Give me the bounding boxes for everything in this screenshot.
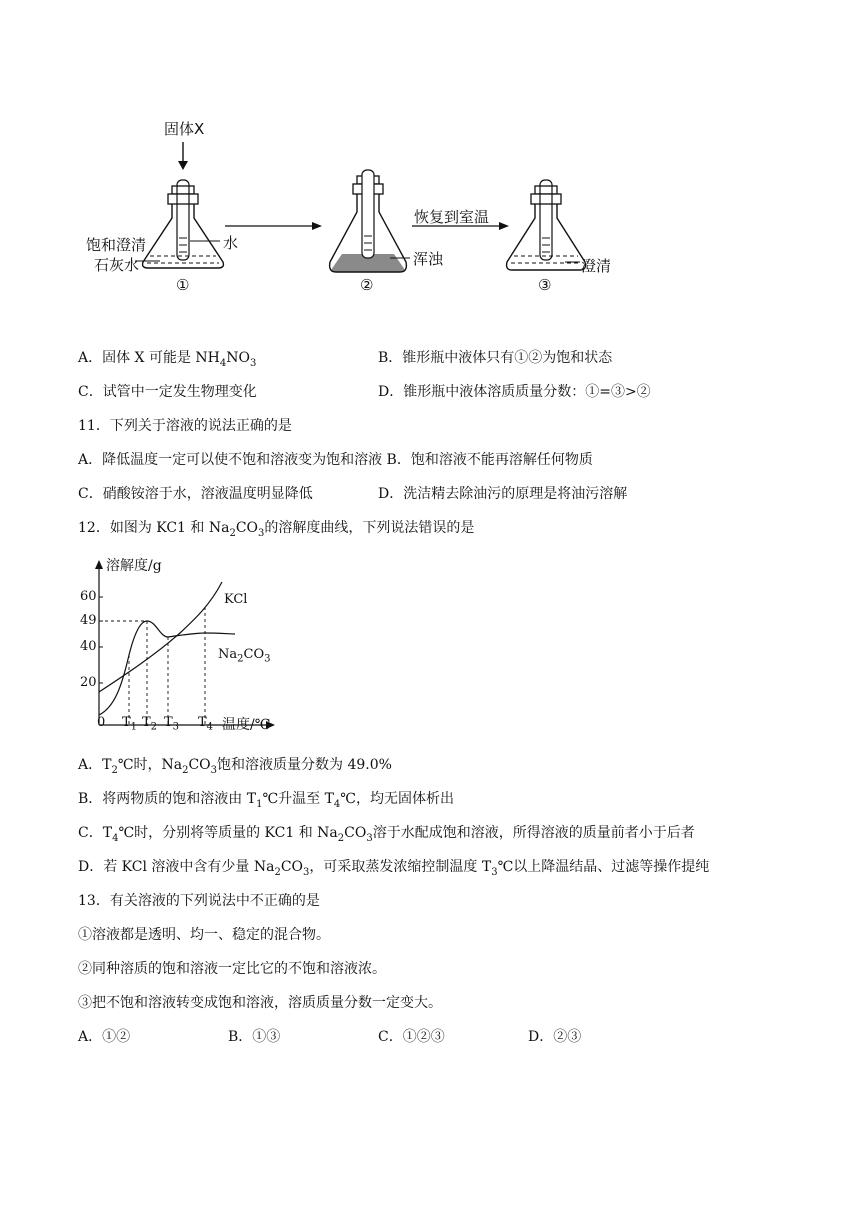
q13-statement-3: ③把不饱和溶液转变成饱和溶液，溶质质量分数一定变大。 <box>78 995 442 1011</box>
saturated-label-1: 饱和澄清 <box>86 236 147 254</box>
clear-label: 澄清 <box>581 257 612 275</box>
q12-option-d: D．若 KCl 溶液中含有少量 $Na_2CO_3$，可采取蒸发浓缩控制温度 $T_3℃$以上降温结晶、过滤等操作提纯 <box>78 859 710 878</box>
na2co3-curve <box>99 621 235 715</box>
q13-option-d: D．②③ <box>528 1029 582 1045</box>
x-tick-t2: $T_2$ <box>142 715 158 733</box>
q10-option-c: C．试管中一定发生物理变化 <box>78 384 257 400</box>
q10-option-d: D．锥形瓶中液体溶质质量分数：①=③>② <box>378 384 651 400</box>
flask-1 <box>135 180 223 268</box>
q12-option-c: C．$T_4℃$时，分别将等质量的 KC1 和 $Na_2CO_3$溶于水配成饱和溶液，所得溶液的质量前者小于后者 <box>78 825 695 844</box>
solid-x-label: 固体X <box>164 120 205 138</box>
y-tick-40: 40 <box>80 639 97 654</box>
turbid-label: 浑浊 <box>413 250 444 268</box>
q10-option-b: B．锥形瓶中液体只有①②为饱和状态 <box>378 350 613 366</box>
flask-3-number: ③ <box>538 276 552 294</box>
q13-statement-2: ②同种溶质的饱和溶液一定比它的不饱和溶液浓。 <box>78 961 386 977</box>
x-axis-label: 温度/℃ <box>222 717 271 733</box>
q12-stem: 12．如图为 KC1 和 $Na_2CO_3$的溶解度曲线，下列说法错误的是 <box>78 520 475 539</box>
x-tick-t3: $T_3$ <box>164 715 180 733</box>
x-tick-t4: $T_4$ <box>198 715 214 733</box>
q11-option-d: D．洗洁精去除油污的原理是将油污溶解 <box>378 486 628 502</box>
q12-option-a: A．$T_2℃$时，$Na_2CO_3$饱和溶液质量分数为 49.0% <box>78 757 392 776</box>
water-label: 水 <box>223 234 239 252</box>
flask-1-number: ① <box>176 276 190 294</box>
q11-stem: 11．下列关于溶液的说法正确的是 <box>78 418 292 434</box>
y-axis-label: 溶解度/g <box>106 558 162 574</box>
q13-stem: 13．有关溶液的下列说法中不正确的是 <box>78 893 320 909</box>
y-tick-49: 49 <box>80 613 97 628</box>
q13-option-b: B．①③ <box>228 1029 281 1045</box>
q12-option-b: B．将两物质的饱和溶液由 $T_1℃$升温至 $T_4℃$，均无固体析出 <box>78 791 454 810</box>
flask-3 <box>507 180 586 270</box>
q13-option-c: C．①②③ <box>378 1029 445 1045</box>
y-tick-60: 60 <box>80 589 97 604</box>
room-temp-label: 恢复到室温 <box>414 208 490 226</box>
flask-2 <box>330 170 410 272</box>
saturated-label-2: 石灰水 <box>94 256 140 274</box>
y-axis-arrow <box>95 560 103 569</box>
flask-2-number: ② <box>360 276 374 294</box>
solubility-chart <box>80 555 280 740</box>
q11-option-c: C．硝酸铵溶于水，溶液温度明显降低 <box>78 486 313 502</box>
q13-statement-1: ①溶液都是透明、均一、稳定的混合物。 <box>78 927 330 943</box>
y-tick-20: 20 <box>80 675 97 690</box>
kcl-curve <box>99 582 222 692</box>
na2co3-series-label: $Na_2CO_3$ <box>218 647 271 665</box>
x-tick-t1: $T_1$ <box>122 715 138 733</box>
kcl-series-label: KCl <box>224 592 248 607</box>
q11-options-a-b: A．降低温度一定可以使不饱和溶液变为饱和溶液 B．饱和溶液不能再溶解任何物质 <box>78 452 593 468</box>
q10-option-a: A．固体 X 可能是 $NH_4NO_3$ <box>78 350 257 369</box>
x-tick-0: 0 <box>97 715 106 730</box>
q13-option-a: A．①② <box>78 1029 131 1045</box>
flask-experiment-diagram <box>0 0 860 300</box>
